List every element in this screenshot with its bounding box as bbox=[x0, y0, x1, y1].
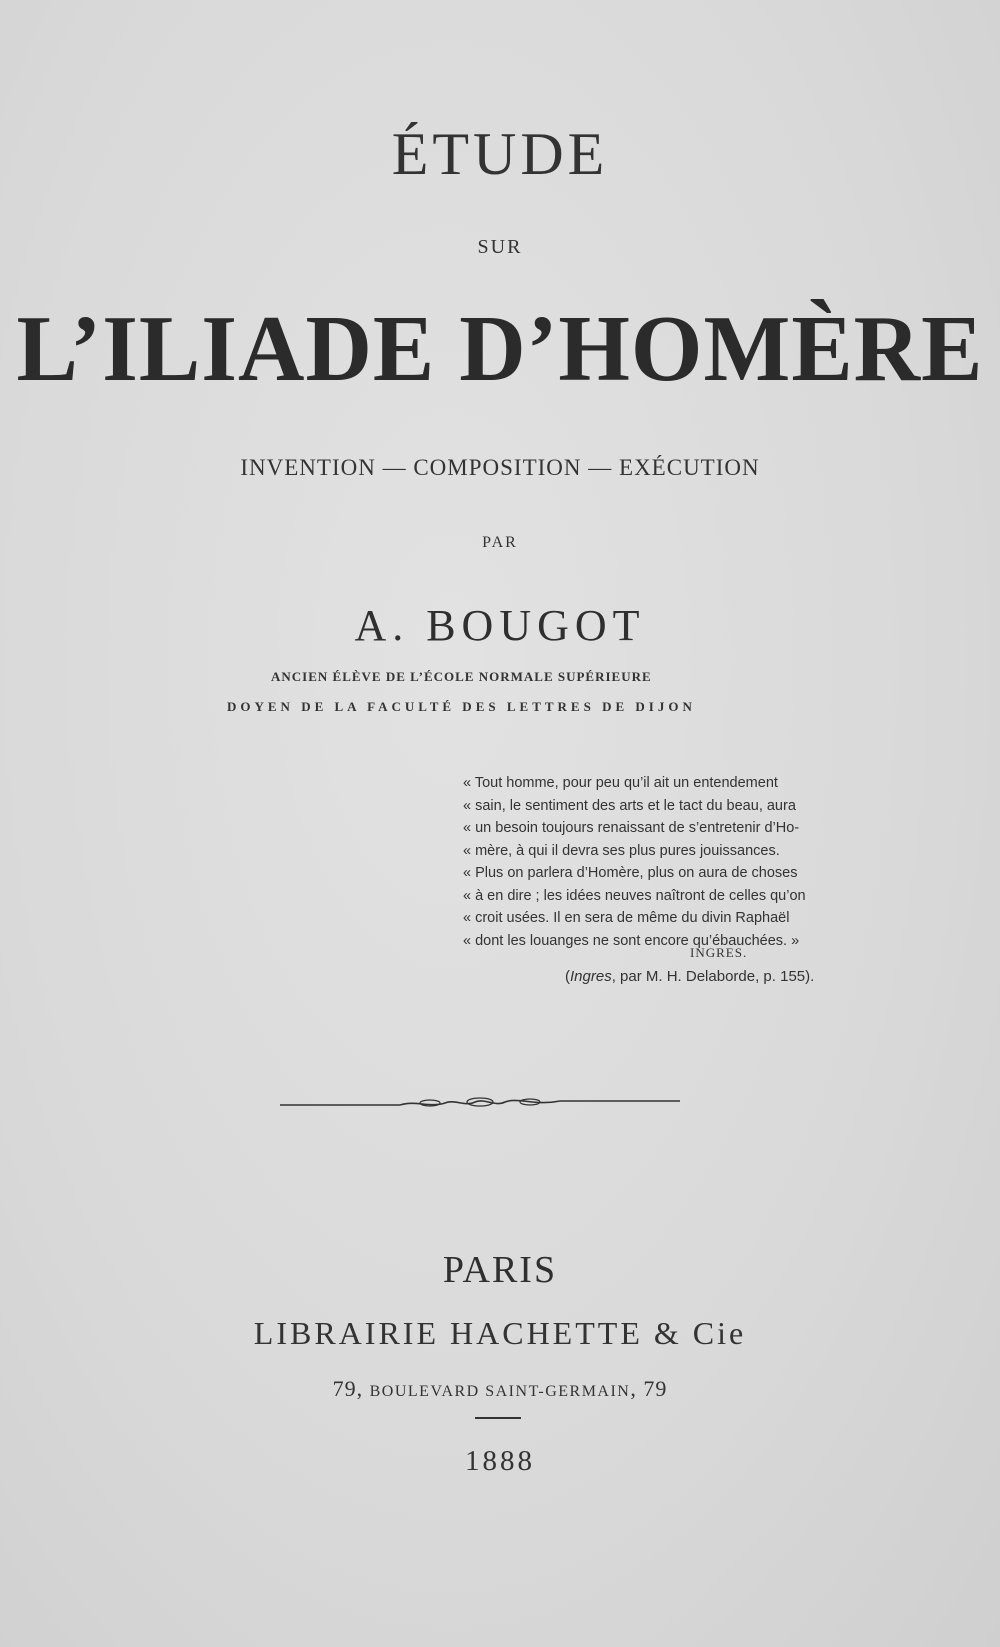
epigraph-line: « Plus on parlera d’Homère, plus on aura de choses bbox=[463, 865, 798, 881]
heading-sur: SUR bbox=[477, 236, 523, 258]
epigraph-source bbox=[565, 968, 814, 985]
address-number-2: , 79 bbox=[630, 1376, 668, 1401]
epigraph-line: « Tout homme, pour peu qu’il ait un entendement bbox=[463, 775, 778, 791]
by-label: PAR bbox=[482, 534, 518, 551]
epigraph-line: « un besoin toujours renaissant de s’entretenir d’Ho- bbox=[463, 820, 800, 836]
short-rule bbox=[475, 1417, 521, 1419]
imprint-year: 1888 bbox=[465, 1445, 535, 1477]
epigraph-line: « sain, le sentiment des arts et le tact du beau, aura bbox=[463, 797, 796, 814]
epigraph-source-open: ( bbox=[565, 968, 570, 985]
epigraph-signature: INGRES. bbox=[690, 945, 748, 960]
epigraph-line: « dont les louanges ne sont encore qu’ébauchées. » bbox=[463, 932, 800, 949]
heading-etude: ÉTUDE bbox=[391, 121, 609, 187]
ornament-divider bbox=[280, 1088, 680, 1118]
imprint-address bbox=[0, 1376, 1000, 1402]
book-subtitle: INVENTION — COMPOSITION — EXÉCUTION bbox=[240, 455, 760, 480]
epigraph-line: « mère, à qui il devra ses plus pures jouissances. bbox=[463, 842, 780, 859]
book-title: L’ILIADE D’HOMÈRE bbox=[16, 295, 984, 401]
epigraph-line: « à en dire ; les idées neuves naîtront de celles qu’on bbox=[463, 887, 806, 904]
address-number-1: 79, bbox=[332, 1376, 370, 1401]
epigraph-line: « croit usées. Il en sera de même du divin Raphaël bbox=[463, 910, 790, 926]
author-name: A. BOUGOT bbox=[354, 601, 646, 650]
author-title-2: DOYEN DE LA FACULTÉ DES LETTRES DE DIJON bbox=[227, 699, 696, 714]
epigraph-source-rest: , par M. H. Delaborde, p. 155). bbox=[611, 968, 815, 985]
address-street: BOULEVARD SAINT-GERMAIN bbox=[369, 1383, 631, 1400]
imprint-publisher: LIBRAIRIE HACHETTE & Cie bbox=[253, 1315, 747, 1351]
epigraph-source-italic: Ingres bbox=[570, 968, 612, 985]
author-title-1: ANCIEN ÉLÈVE DE L’ÉCOLE NORMALE SUPÉRIEURE bbox=[271, 669, 652, 684]
imprint-city: PARIS bbox=[442, 1249, 558, 1291]
epigraph bbox=[463, 772, 858, 952]
